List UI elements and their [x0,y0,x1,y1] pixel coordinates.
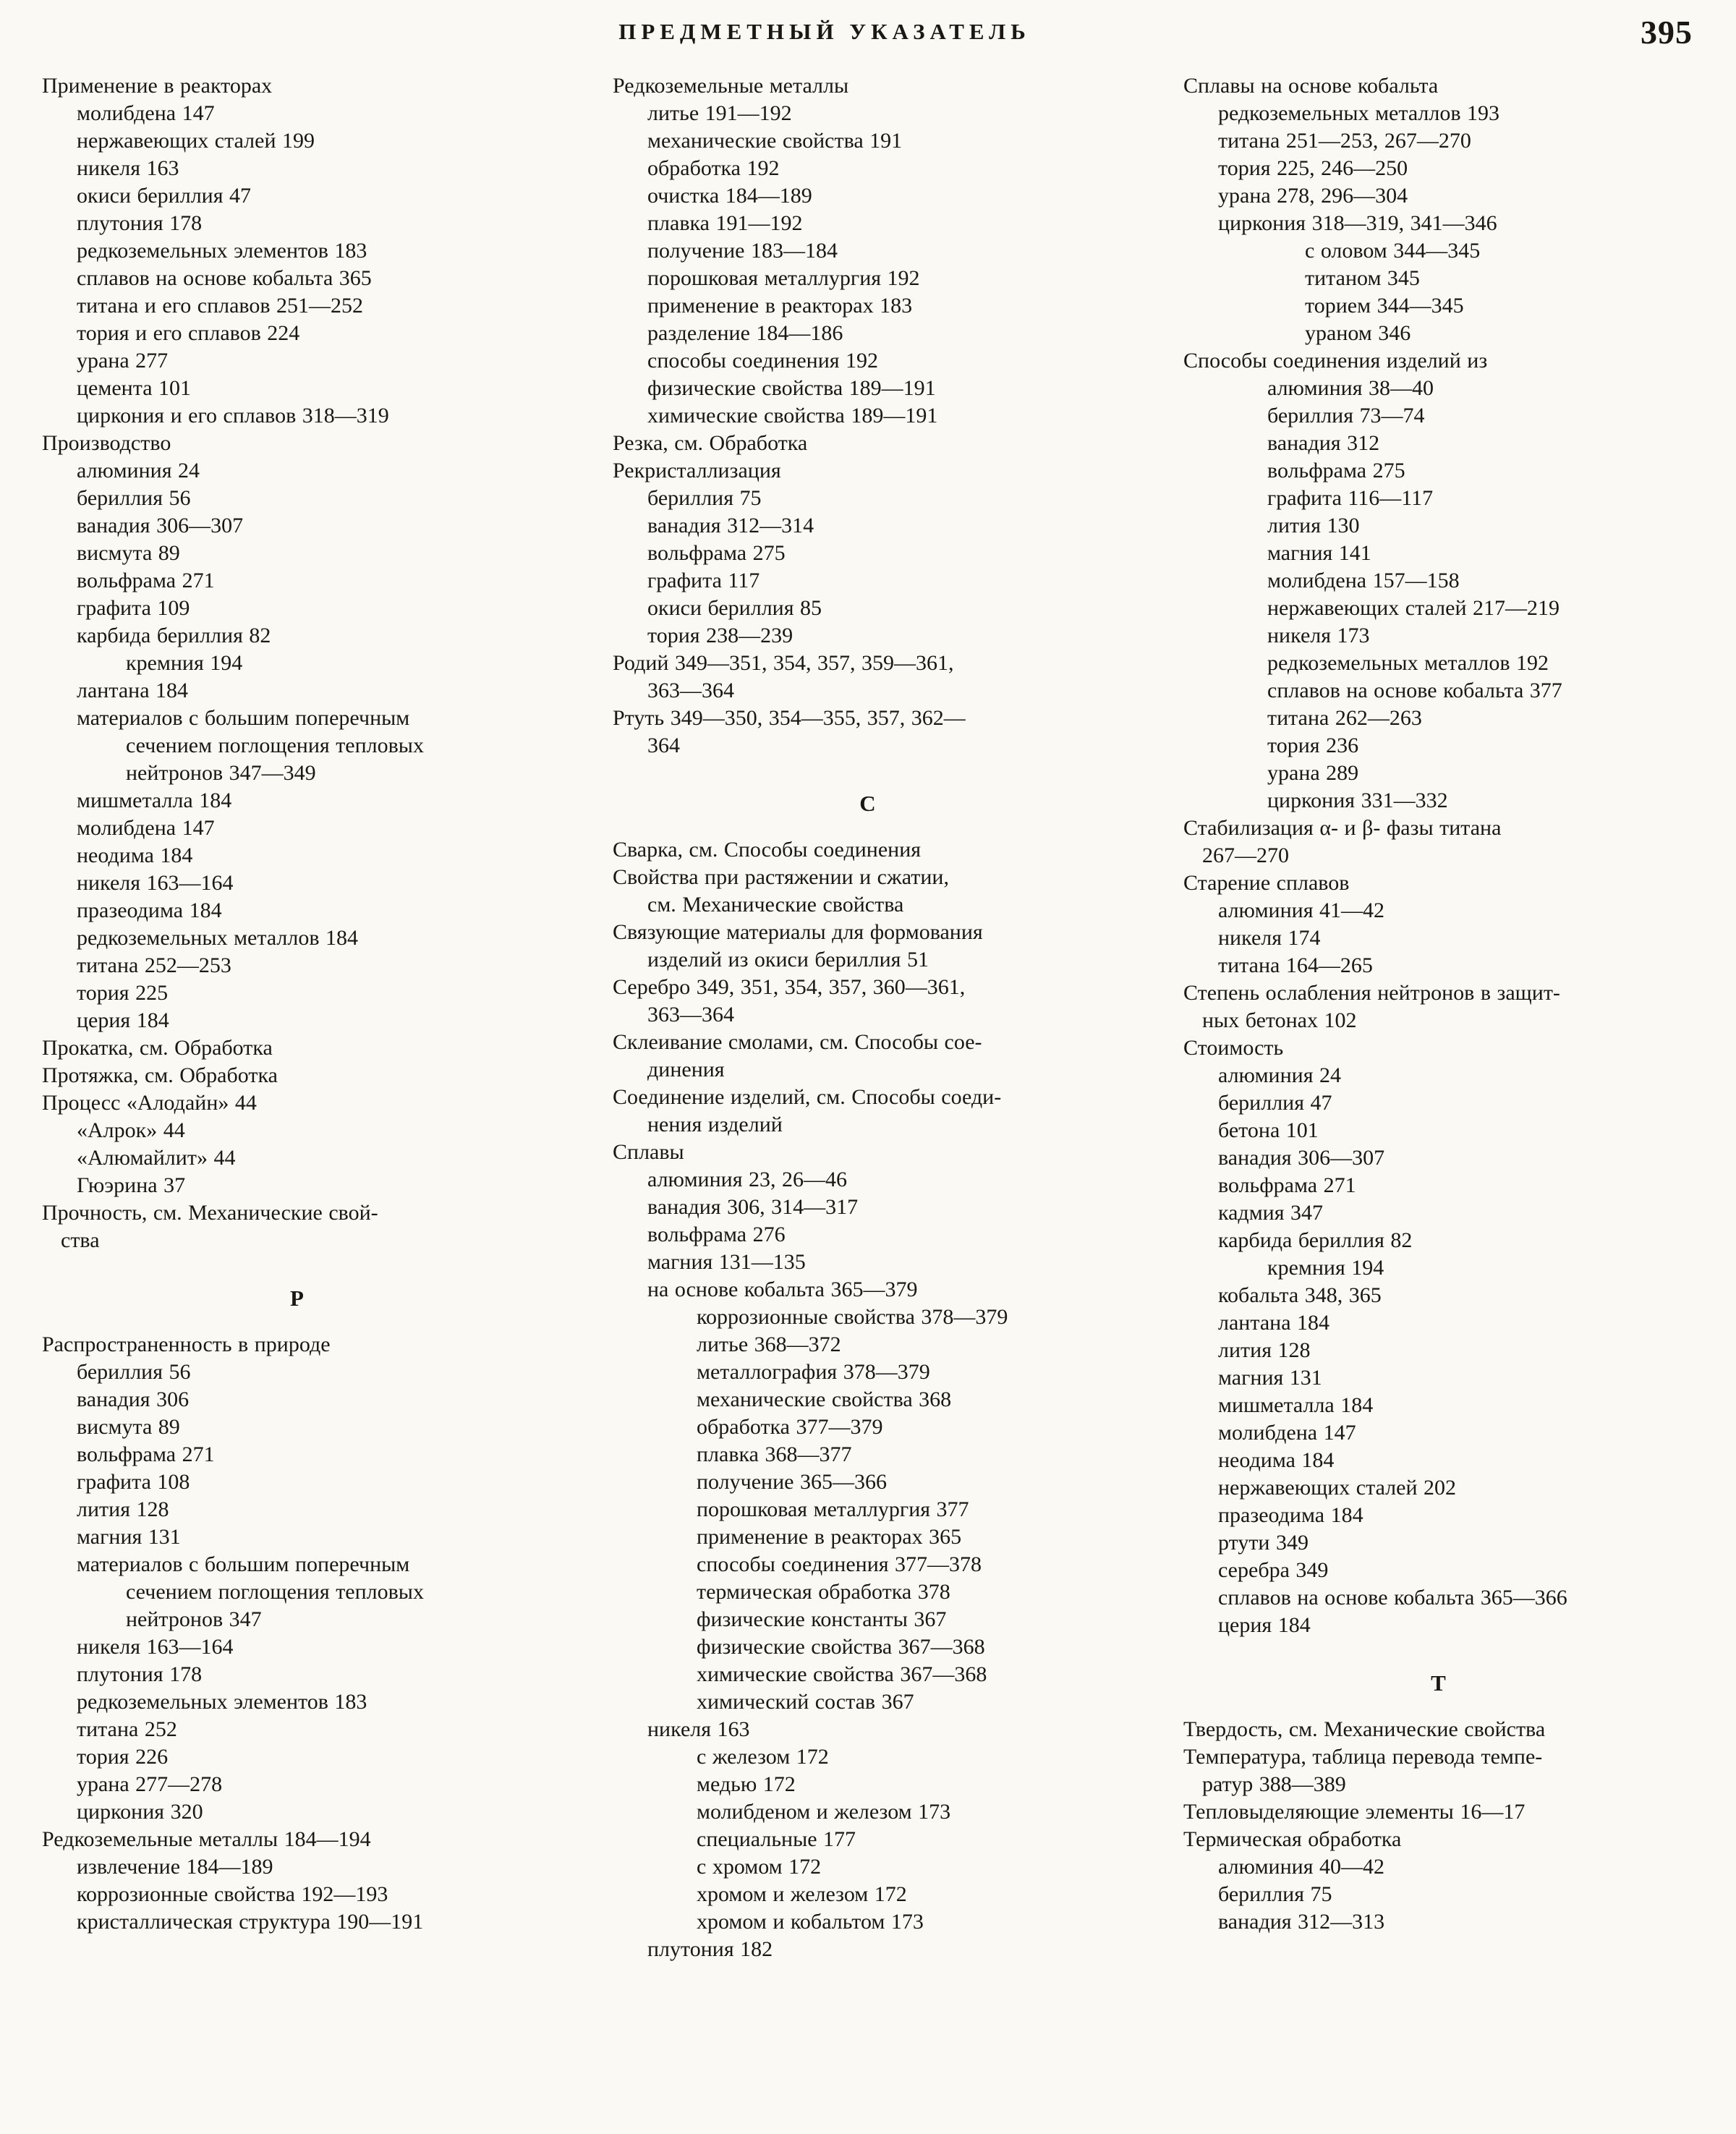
index-entry: плутония 178 [77,211,203,235]
index-entry: вольфрама 271 [77,1442,215,1466]
index-entry: редкоземельных металлов 193 [1218,101,1500,125]
index-entry: циркония 320 [77,1800,203,1824]
index-entry: Ртуть 349—350, 354—355, 357, 362— [613,706,966,730]
index-entry: с хромом 172 [697,1855,822,1879]
index-entry: циркония и его сплавов 318—319 [77,404,389,428]
index-entry: магния 131 [1218,1366,1322,1390]
index-entry: «Алюмайлит» 44 [77,1146,236,1170]
index-entry: нержавеющих сталей 202 [1218,1476,1456,1500]
index-entry: нейтронов 347 [126,1607,262,1631]
index-entry: торием 344—345 [1305,294,1464,318]
index-entry: Сплавы [613,1140,684,1164]
index-entry: физические свойства 189—191 [647,376,936,400]
index-entry: мишметалла 184 [1218,1393,1374,1417]
index-entry: сплавов на основе кобальта 377 [1267,679,1562,702]
index-entry: ванадия 306 [77,1387,190,1411]
index-entry: тория 226 [77,1745,169,1769]
index-entry: цемента 101 [77,376,192,400]
index-entry: неодима 184 [1218,1448,1335,1472]
index-entry: ванадия 312 [1267,431,1380,455]
index-entry: празеодима 184 [77,898,222,922]
index-entry: плавка 368—377 [697,1442,852,1466]
index-entry: урана 277—278 [77,1772,223,1796]
index-entry: порошковая металлургия 377 [697,1497,969,1521]
index-entry: с оловом 344—345 [1305,239,1481,263]
index-entry: Соединение изделий, см. Способы соеди- [613,1085,1002,1109]
index-entry: графита 116—117 [1267,486,1434,510]
index-entry: извлечение 184—189 [77,1855,273,1879]
index-entry: изделий из окиси бериллия 51 [647,948,929,972]
index-entry: Температура, таблица перевода темпе- [1183,1745,1543,1769]
index-entry: графита 117 [647,569,760,592]
index-entry: способы соединения 192 [647,349,879,373]
index-entry: магния 131—135 [647,1250,806,1274]
index-entry: серебра 349 [1218,1558,1329,1582]
index-entry: висмута 89 [77,1415,180,1439]
index-entry: урана 289 [1267,761,1359,785]
index-entry: сплавов на основе кобальта 365—366 [1218,1586,1567,1610]
index-entry: очистка 184—189 [647,184,812,208]
index-entry: Тепловыделяющие элементы 16—17 [1183,1800,1526,1824]
index-entry: кремния 194 [1267,1256,1384,1280]
index-entry: карбида бериллия 82 [77,624,271,647]
index-entry: редкоземельных элементов 183 [77,1690,367,1714]
index-entry: алюминия 24 [1218,1063,1342,1087]
index-entry: церия 184 [77,1008,169,1032]
index-entry: порошковая металлургия 192 [647,266,920,290]
index-entry: графита 109 [77,596,190,620]
index-entry: Прокатка, см. Обработка [42,1036,273,1060]
index-entry: ванадия 306—307 [77,514,244,537]
index-entry: Производство [42,431,171,455]
index-entry: титана 164—265 [1218,953,1373,977]
index-entry: лития 128 [77,1497,169,1521]
index-entry: никеля 163—164 [77,1635,234,1659]
index-entry: карбида бериллия 82 [1218,1228,1413,1252]
index-entry: Гюэрина 37 [77,1173,186,1197]
page-header [42,13,1694,58]
index-entry: получение 183—184 [647,239,838,263]
index-entry: тория 225 [77,981,169,1005]
index-entry: кадмия 347 [1218,1201,1324,1225]
index-entry: титана и его сплавов 251—252 [77,294,364,318]
index-entry: редкоземельных металлов 192 [1267,651,1549,675]
index-entry: кристаллическая структура 190—191 [77,1910,424,1934]
index-entry: коррозионные свойства 378—379 [697,1305,1008,1329]
index-entry: 363—364 [647,1003,734,1026]
index-entry: ных бетонах 102 [1202,1008,1357,1032]
index-entry: алюминия 23, 26—46 [647,1168,848,1191]
index-entry: Рекристаллизация [613,459,781,483]
index-entry: тория 236 [1267,734,1359,757]
index-entry: бериллия 56 [77,1360,191,1384]
index-entry: механические свойства 368 [697,1387,952,1411]
index-entry: термическая обработка 378 [697,1580,950,1604]
index-entry: получение 365—366 [697,1470,887,1494]
running-title: ПРЕДМЕТНЫЙ УКАЗАТЕЛЬ [618,19,1031,44]
index-entry: Протяжка, см. Обработка [42,1063,278,1087]
index-column-1 [42,72,552,1963]
index-entry: магния 131 [77,1525,181,1549]
index-entry: неодима 184 [77,843,193,867]
index-entry: сплавов на основе кобальта 365 [77,266,372,290]
index-entry: Стабилизация α- и β- фазы титана [1183,816,1502,840]
index-entry: химический состав 367 [697,1690,914,1714]
index-entry: ванадия 306, 314—317 [647,1195,859,1219]
index-entry: коррозионные свойства 192—193 [77,1882,388,1906]
index-entry: Распространенность в природе [42,1332,331,1356]
index-entry: 363—364 [647,679,734,702]
index-entry: нержавеющих сталей 217—219 [1267,596,1560,620]
page-number: 395 [1641,14,1693,51]
index-entry: Родий 349—351, 354, 357, 359—361, [613,651,954,675]
index-entry: алюминия 38—40 [1267,376,1434,400]
index-entry: «Алрок» 44 [77,1118,185,1142]
index-entry: нейтронов 347—349 [126,761,316,785]
index-entry: бериллия 75 [1218,1882,1332,1906]
index-entry: материалов с большим поперечным [77,706,410,730]
index-entry: 267—270 [1202,843,1289,867]
index-column-3 [1183,72,1693,1963]
index-entry: магния 141 [1267,541,1371,565]
index-entry: вольфрама 275 [1267,459,1405,483]
index-entry: Свойства при растяжении и сжатии, [613,865,949,889]
index-entry: урана 277 [77,349,169,373]
index-entry: титаном 345 [1305,266,1420,290]
index-entry: хромом и кобальтом 173 [697,1910,924,1934]
index-entry: тория и его сплавов 224 [77,321,300,345]
index-entry: урана 278, 296—304 [1218,184,1408,208]
index-entry: окиси бериллия 85 [647,596,822,620]
index-entry: физические свойства 367—368 [697,1635,985,1659]
index-entry: молибдена 147 [77,101,215,125]
index-entry: Старение сплавов [1183,871,1350,895]
index-entry: сечением поглощения тепловых [126,1580,424,1604]
index-columns [42,72,1694,1963]
index-entry: динения [647,1058,725,1081]
index-entry: химические свойства 189—191 [647,404,938,428]
index-entry: применение в реакторах 365 [697,1525,962,1549]
index-entry: литье 191—192 [647,101,792,125]
index-entry: лантана 184 [1218,1311,1330,1335]
index-entry: лантана 184 [77,679,189,702]
index-entry: ванадия 312—313 [1218,1910,1385,1934]
index-entry: материалов с большим поперечным [77,1552,410,1576]
index-entry: молибдена 147 [77,816,215,840]
index-entry: никеля 173 [1267,624,1370,647]
index-entry: молибдена 147 [1218,1421,1356,1445]
index-entry: нения изделий [647,1113,783,1136]
index-entry: молибденом и железом 173 [697,1800,951,1824]
index-entry: никеля 163 [647,1717,750,1741]
index-entry: разделение 184—186 [647,321,843,345]
index-entry: Редкоземельные металлы 184—194 [42,1827,371,1851]
index-entry: бетона 101 [1218,1118,1319,1142]
index-entry: ванадия 306—307 [1218,1146,1385,1170]
index-entry: Прочность, см. Механические свой- [42,1201,378,1225]
index-entry: Способы соединения изделий из [1183,349,1488,373]
index-entry: Склеивание смолами, см. Способы сое- [613,1030,982,1054]
index-entry: никеля 163 [77,156,179,180]
index-entry: вольфрама 275 [647,541,786,565]
section-letter: С [859,791,876,816]
index-entry: обработка 377—379 [697,1415,883,1439]
index-entry: редкоземельных металлов 184 [77,926,359,950]
index-column-2 [613,72,1123,1963]
section-letter: Т [1431,1670,1446,1696]
index-entry: медью 172 [697,1772,796,1796]
index-entry: литье 368—372 [697,1332,841,1356]
index-entry: мишметалла 184 [77,788,232,812]
index-entry: графита 108 [77,1470,190,1494]
index-entry: вольфрама 276 [647,1223,786,1246]
index-entry: 364 [647,734,680,757]
index-entry: физические константы 367 [697,1607,947,1631]
index-entry: металлография 378—379 [697,1360,930,1384]
index-entry: механические свойства 191 [647,129,903,153]
index-entry: вольфрама 271 [77,569,215,592]
index-entry: ванадия 312—314 [647,514,814,537]
index-entry: Сплавы на основе кобальта [1183,74,1439,98]
index-entry: обработка 192 [647,156,780,180]
index-entry: кремния 194 [126,651,243,675]
index-entry: плутония 182 [647,1937,773,1961]
index-entry: титана 252—253 [77,953,231,977]
index-entry: плавка 191—192 [647,211,803,235]
index-entry: ства [61,1228,100,1252]
index-entry: Применение в реакторах [42,74,273,98]
index-entry: Резка, см. Обработка [613,431,808,455]
index-entry: циркония 331—332 [1267,788,1448,812]
index-entry: титана 252 [77,1717,177,1741]
index-entry: Твердость, см. Механические свойства [1183,1717,1546,1741]
index-entry: висмута 89 [77,541,180,565]
index-entry: тория 238—239 [647,624,793,647]
index-entry: Связующие материалы для формования [613,920,983,944]
index-entry: лития 128 [1218,1338,1311,1362]
index-entry: Сварка, см. Способы соединения [613,838,922,862]
index-entry: ураном 346 [1305,321,1411,345]
index-entry: алюминия 40—42 [1218,1855,1385,1879]
index-entry: хромом и железом 172 [697,1882,907,1906]
index-entry: Термическая обработка [1183,1827,1402,1851]
index-entry: Стоимость [1183,1036,1284,1060]
index-entry: нержавеющих сталей 199 [77,129,315,153]
index-entry: тория 225, 246—250 [1218,156,1408,180]
index-entry: специальные 177 [697,1827,856,1851]
index-entry: бериллия 75 [647,486,762,510]
index-entry: бериллия 73—74 [1267,404,1425,428]
index-entry: лития 130 [1267,514,1360,537]
index-entry: способы соединения 377—378 [697,1552,982,1576]
index-entry: применение в реакторах 183 [647,294,913,318]
index-entry: Степень ослабления нейтронов в защит- [1183,981,1560,1005]
index-entry: ратур 388—389 [1202,1772,1346,1796]
index-entry: сечением поглощения тепловых [126,734,424,757]
index-entry: плутония 178 [77,1662,203,1686]
index-entry: бериллия 56 [77,486,191,510]
index-entry: никеля 174 [1218,926,1321,950]
index-entry: с железом 172 [697,1745,829,1769]
index-entry: Редкоземельные металлы [613,74,849,98]
index-entry: редкоземельных элементов 183 [77,239,367,263]
index-entry: церия 184 [1218,1613,1311,1637]
index-entry: окиси бериллия 47 [77,184,252,208]
index-entry: химические свойства 367—368 [697,1662,987,1686]
index-entry: циркония 318—319, 341—346 [1218,211,1497,235]
index-entry: титана 251—253, 267—270 [1218,129,1471,153]
index-entry: см. Механические свойства [647,893,904,917]
section-letter: Р [290,1285,304,1311]
index-entry: кобальта 348, 365 [1218,1283,1382,1307]
index-entry: празеодима 184 [1218,1503,1363,1527]
index-entry: молибдена 157—158 [1267,569,1460,592]
index-entry: алюминия 41—42 [1218,898,1385,922]
index-entry: на основе кобальта 365—379 [647,1278,918,1301]
index-entry: вольфрама 271 [1218,1173,1356,1197]
index-entry: алюминия 24 [77,459,200,483]
index-entry: никеля 163—164 [77,871,234,895]
index-entry: бериллия 47 [1218,1091,1332,1115]
index-entry: титана 262—263 [1267,706,1422,730]
index-entry: Процесс «Алодайн» 44 [42,1091,257,1115]
index-entry: ртути 349 [1218,1531,1309,1555]
index-entry: Серебро 349, 351, 354, 357, 360—361, [613,975,966,999]
